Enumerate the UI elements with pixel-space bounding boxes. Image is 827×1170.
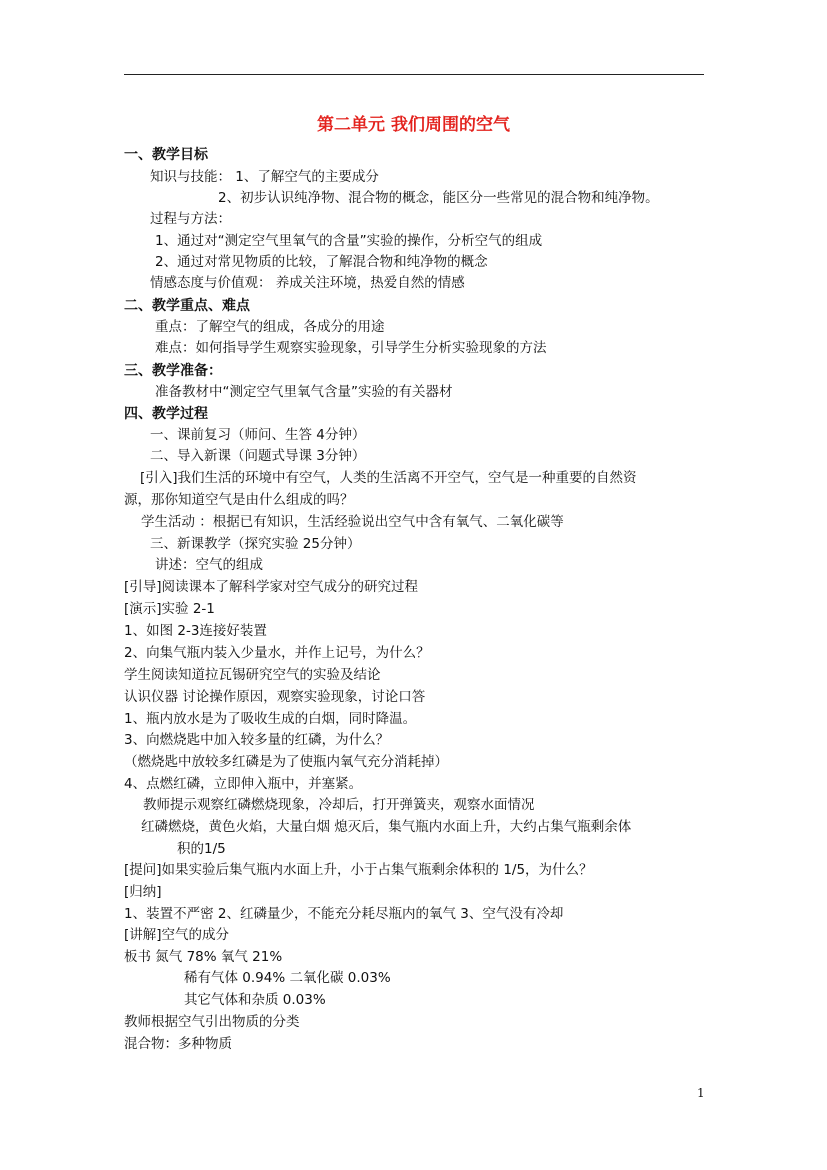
text-line: 积的1/5 xyxy=(177,841,226,857)
section-heading: 四、教学过程 xyxy=(124,406,208,422)
text-line: 讲述：空气的组成 xyxy=(155,557,263,573)
text-line: 1、装置不严密 2、红磷量少，不能充分耗尽瓶内的氧气 3、空气没有冷却 xyxy=(124,906,564,922)
text-line: 知识与技能： 1、了解空气的主要成分 xyxy=(150,169,379,185)
text-line: 4、点燃红磷，立即伸入瓶中，并塞紧。 xyxy=(124,776,363,792)
text-line: 三、新课教学（探究实验 25分钟） xyxy=(150,536,361,552)
text-line: 3、向燃烧匙中加入较多量的红磷，为什么？ xyxy=(124,732,390,748)
text-line: 2、通过对常见物质的比较，了解混合物和纯净物的概念 xyxy=(155,254,488,270)
text-line: 准备教材中“测定空气里氧气含量”实验的有关器材 xyxy=(155,384,453,400)
text-line: [归纳] xyxy=(124,884,162,900)
text-line: 其它气体和杂质 0.03% xyxy=(184,992,326,1008)
header-rule xyxy=(124,74,704,75)
text-line: 板书 氮气 78% 氧气 21% xyxy=(124,949,283,965)
text-line: [引导]阅读课本了解科学家对空气成分的研究过程 xyxy=(124,579,419,595)
text-line: 红磷燃烧，黄色火焰，大量白烟 熄灭后，集气瓶内水面上升，大约占集气瓶剩余体 xyxy=(141,819,632,835)
text-line: 2、向集气瓶内装入少量水，并作上记号，为什么？ xyxy=(124,645,430,661)
text-line: 过程与方法： xyxy=(150,211,231,227)
text-line: 1、通过对“测定空气里氧气的含量”实验的操作，分析空气的组成 xyxy=(155,233,543,249)
text-line: 二、导入新课（问题式导课 3分钟） xyxy=(150,448,366,464)
text-line: [提问]如果实验后集气瓶内水面上升，小于占集气瓶剩余体积的 1/5，为什么？ xyxy=(124,862,593,878)
section-heading: 二、教学重点、难点 xyxy=(124,298,250,314)
page-number: 1 xyxy=(697,1086,705,1100)
section-heading: 三、教学准备： xyxy=(124,363,222,379)
text-line: 重点：了解空气的组成，各成分的用途 xyxy=(155,319,385,335)
text-line: 混合物：多种物质 xyxy=(124,1036,232,1052)
page-title: 第二单元 我们周围的空气 xyxy=(317,115,510,135)
text-line: [讲解]空气的成分 xyxy=(124,927,230,943)
section-heading: 一、教学目标 xyxy=(124,147,208,163)
text-line: 1、瓶内放水是为了吸收生成的白烟，同时降温。 xyxy=(124,711,417,727)
text-line: 难点：如何指导学生观察实验现象，引导学生分析实验现象的方法 xyxy=(155,340,547,356)
text-line: 教师根据空气引出物质的分类 xyxy=(124,1014,300,1030)
text-line: 2、初步认识纯净物、混合物的概念，能区分一些常见的混合物和纯净物。 xyxy=(218,190,659,206)
text-line: 教师提示观察红磷燃烧现象，冷却后，打开弹簧夹，观察水面情况 xyxy=(143,797,535,813)
text-line: 稀有气体 0.94% 二氧化碳 0.03% xyxy=(184,970,391,986)
text-line: 1、如图 2-3连接好装置 xyxy=(124,623,267,639)
text-line: 情感态度与价值观： 养成关注环境，热爱自然的情感 xyxy=(150,275,465,291)
text-line: 一、课前复习（师问、生答 4分钟） xyxy=(150,427,366,443)
text-line: [引入]我们生活的环境中有空气，人类的生活离不开空气，空气是一种重要的自然资 xyxy=(140,470,637,486)
text-line: 学生活动 ：根据已有知识，生活经验说出空气中含有氧气、二氧化碳等 xyxy=(141,514,564,530)
text-line: 认识仪器 讨论操作原因，观察实验现象，讨论口答 xyxy=(124,689,426,705)
text-line: 源，那你知道空气是由什么组成的吗？ xyxy=(124,492,354,508)
text-line: 学生阅读知道拉瓦锡研究空气的实验及结论 xyxy=(124,667,381,683)
text-line: （燃烧匙中放较多红磷是为了使瓶内氧气充分消耗掉） xyxy=(124,754,448,770)
text-line: [演示]实验 2-1 xyxy=(124,601,215,617)
